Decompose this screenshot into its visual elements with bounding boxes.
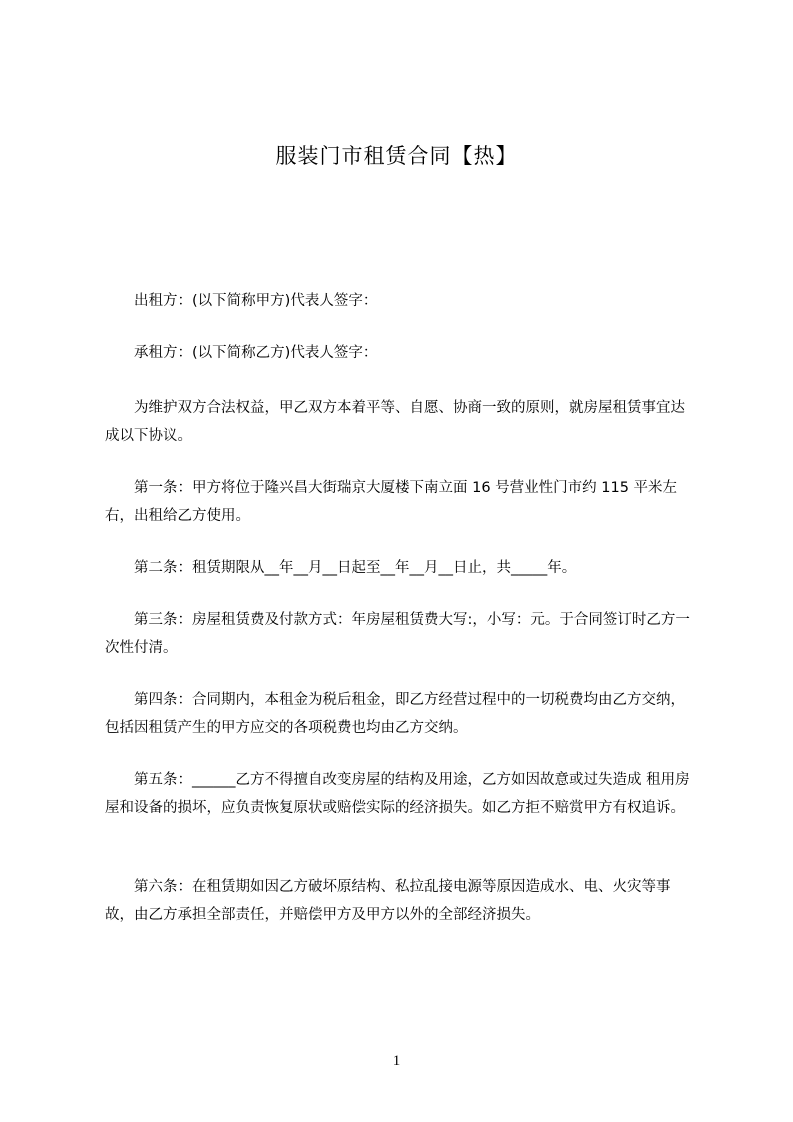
article-4-paragraph: 第四条：合同期内，本租金为税后租金，即乙方经营过程中的一切税费均由乙方交纳，包括因租赁产生的甲方应交的各项税费也均由乙方交纳。 xyxy=(105,692,685,736)
article-5-paragraph: 第五条：______乙方不得擅自改变房屋的结构及用途，乙方如因故意或过失造成 租用房屋和设备的损坏，应负责恢复原状或赔偿实际的经济损失。如乙方拒不赔赏甲方有权追诉。 xyxy=(105,772,690,816)
article-2-paragraph: 第二条：租赁期限从__年__月__日起至__年__月__日止，共_____年。 xyxy=(134,560,577,576)
lessee-line: 承租方：(以下简称乙方)代表人签字： xyxy=(134,345,378,361)
page-number: 1 xyxy=(392,1053,401,1069)
article-6-paragraph: 第六条：在租赁期如因乙方破坏原结构、私拉乱接电源等原因造成水、电、火灾等事故，由乙方承担全部责任，并赔偿甲方及甲方以外的全部经济损失。 xyxy=(105,879,671,923)
document-title: 服装门市租赁合同【热】 xyxy=(275,144,518,168)
preamble-paragraph: 为维护双方合法权益，甲乙双方本着平等、自愿、协商一致的原则，就房屋租赁事宜达成以下协议。 xyxy=(105,400,685,444)
lessor-line: 出租方：(以下简称甲方)代表人签字： xyxy=(134,293,378,309)
article-1-paragraph: 第一条：甲方将位于隆兴昌大街瑞京大厦楼下南立面 16 号营业性门市约 115 平米左右，出租给乙方使用。 xyxy=(105,480,678,524)
article-3-paragraph: 第三条：房屋租赁费及付款方式：年房屋租赁费大写:，小写：元。于合同签订时乙方一次性付清。 xyxy=(105,612,690,656)
